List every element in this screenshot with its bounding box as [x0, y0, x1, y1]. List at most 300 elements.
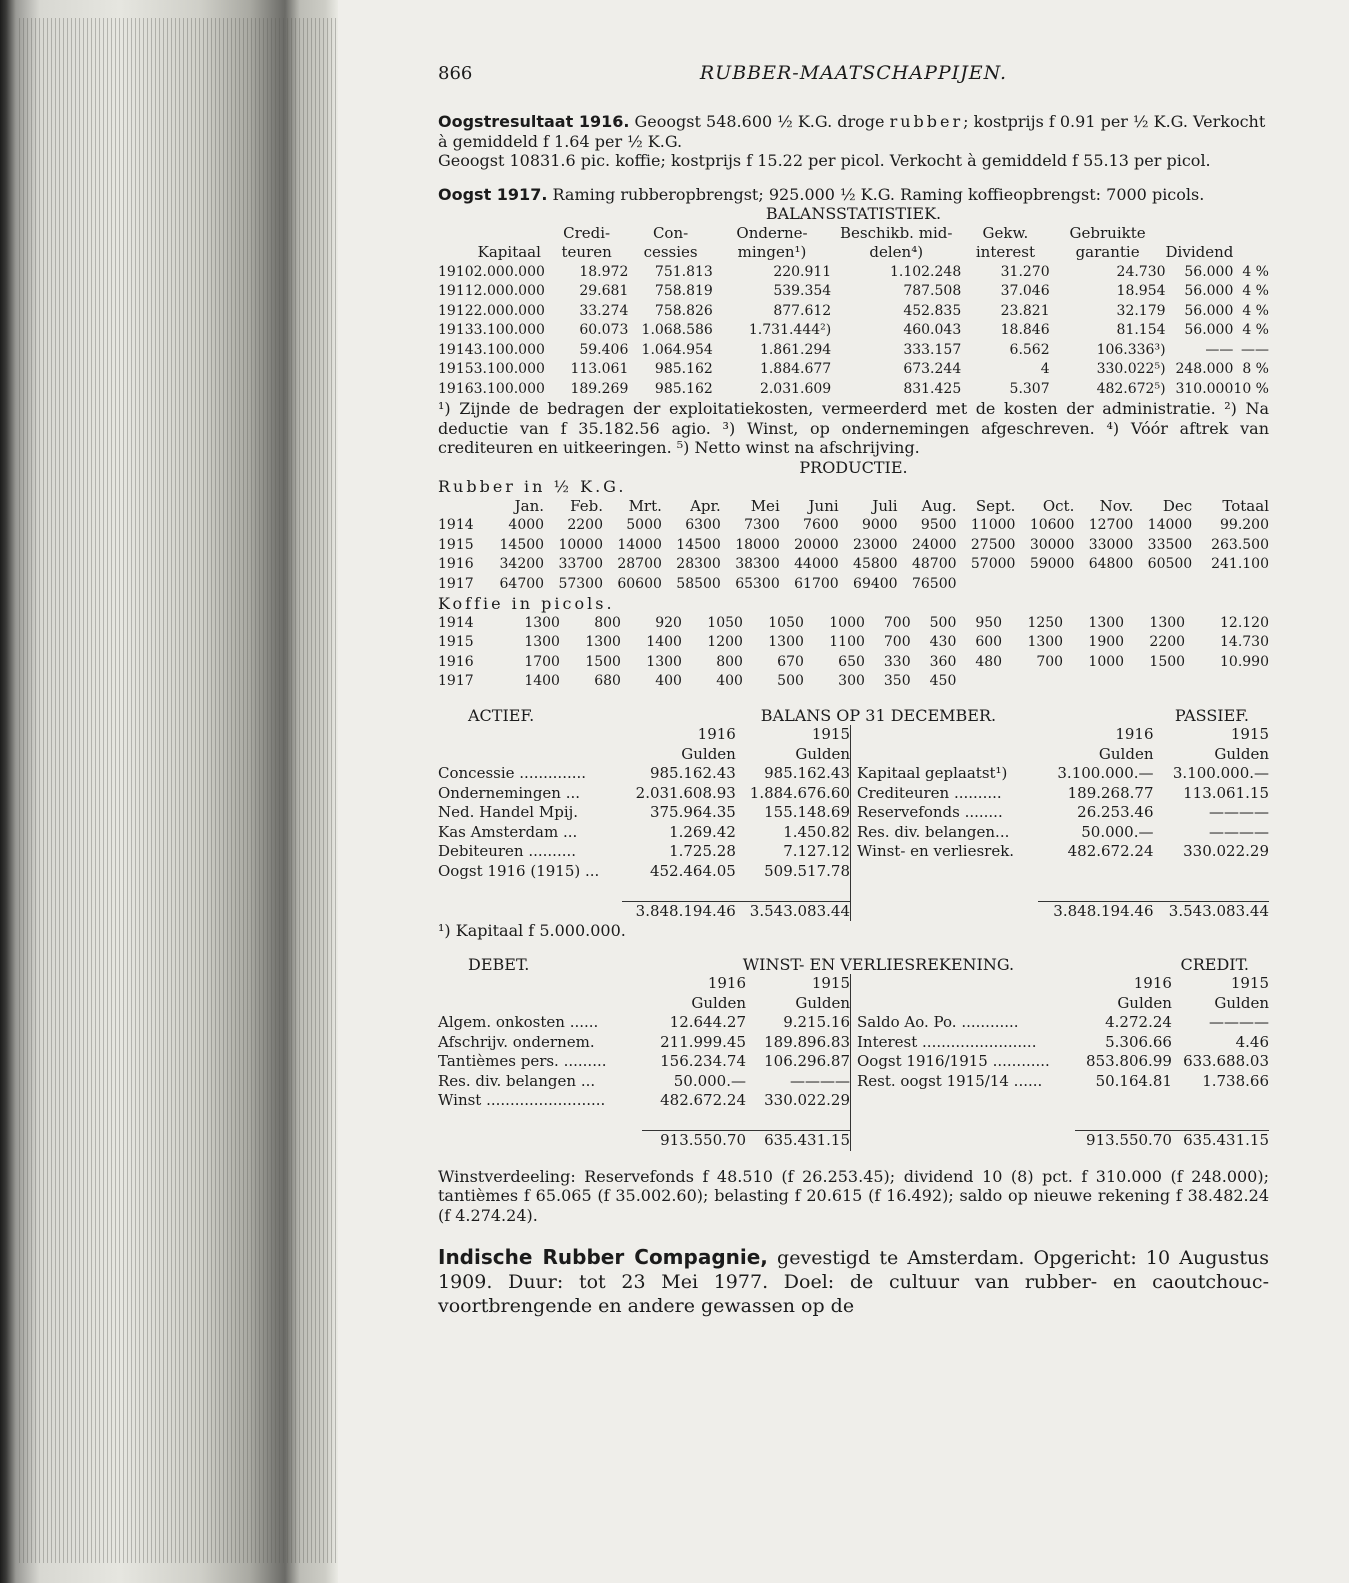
table-cell: 1500	[1149, 653, 1186, 670]
ledger-row	[857, 1013, 1269, 1033]
table-cell: 751.813	[654, 263, 713, 280]
ledger-value: 9.215.16	[783, 1013, 850, 1031]
table-cell: 1912	[438, 302, 474, 319]
oogst-1917-text: Raming rubberopbrengst; 925.000 ½ K.G. Raming koffieopbrengst: 7000 picols.	[547, 184, 1205, 204]
productie-title: PRODUCTIE.	[799, 457, 908, 477]
ledger-row	[438, 1072, 850, 1092]
month-header: Sept.	[975, 496, 1016, 515]
table-cell: 60500	[1147, 556, 1193, 572]
ledger-value: ————	[1209, 803, 1269, 821]
table-cell: 333.157	[903, 341, 962, 358]
table-cell: 1200	[707, 634, 743, 650]
table-cell: 985.162	[654, 380, 713, 397]
actief-table	[438, 725, 850, 921]
table-cell: 1.884.677	[759, 361, 832, 377]
table-cell	[857, 994, 1075, 1014]
ledger-label: Interest ........................	[857, 1032, 1037, 1051]
table-cell: 2.000.000	[473, 302, 545, 319]
table-cell: 4 %	[1242, 322, 1269, 338]
table-cell	[438, 901, 622, 921]
unit-header: Gulden	[1214, 993, 1269, 1012]
book-spine-edge	[0, 0, 340, 1583]
table-cell: 1911	[438, 283, 474, 299]
table-cell: 3.100.000	[473, 341, 545, 358]
ledger-label: Crediteuren ..........	[857, 783, 1002, 802]
table-cell: 1910	[438, 263, 474, 280]
unit-header: Gulden	[1214, 744, 1269, 763]
debet-table	[438, 974, 850, 1151]
table-cell: 1000	[1088, 653, 1125, 670]
table-cell: 33000	[1088, 536, 1134, 553]
year-header: 1915	[811, 725, 850, 743]
ledger-value: 4.46	[1235, 1032, 1269, 1051]
unit-header: Gulden	[681, 744, 736, 763]
month-header: Mrt.	[628, 496, 662, 515]
ledger-value: 985.162.43	[649, 764, 736, 782]
ledger-value: 50.164.81	[1095, 1071, 1172, 1090]
total-row	[857, 1131, 1269, 1151]
unit-header-row	[857, 745, 1269, 765]
wv-title-row	[438, 955, 1269, 975]
table-cell: 56.000	[1184, 322, 1234, 338]
table-cell: 18.846	[1000, 322, 1050, 338]
table-cell: 500	[929, 614, 957, 631]
ledger-row	[438, 803, 850, 823]
table-cell: 3.100.000	[473, 361, 545, 377]
ledger-label: Tantièmes pers. .........	[438, 1052, 607, 1070]
koffie-production-table	[438, 614, 1269, 692]
company-name: Indische Rubber Compagnie,	[438, 1245, 768, 1269]
ledger-total: 3.848.194.46	[1038, 901, 1153, 921]
table-cell: 6.562	[1009, 341, 1050, 358]
oogst-1916-text: Geoogst 548.600 ½ K.G. droge	[629, 112, 890, 131]
actief-title: ACTIEF.	[468, 705, 535, 725]
page-edges	[16, 18, 336, 1563]
table-cell: 1300	[524, 634, 560, 650]
table-cell: 1000	[829, 614, 865, 631]
debet-title: DEBET.	[468, 954, 530, 974]
table-cell	[1015, 575, 1074, 595]
table-cell: 189.269	[570, 380, 629, 397]
table-cell: 1050	[707, 614, 743, 631]
ledger-label: Reservefonds ........	[857, 803, 1003, 821]
table-cell: 680	[594, 673, 621, 689]
table-cell: 34200	[499, 556, 545, 572]
table-cell: 700	[883, 634, 911, 650]
passief-title: PASSIEF.	[1174, 705, 1249, 725]
ledger-row	[438, 1052, 850, 1072]
month-header: Dec	[1162, 496, 1193, 515]
month-header: Totaal	[1222, 496, 1269, 515]
unit-header-row	[857, 994, 1269, 1014]
ledger-row	[438, 1091, 850, 1111]
year-header-row	[857, 725, 1269, 745]
ledger-total: 913.550.70	[1075, 1131, 1172, 1151]
table-cell: 4 %	[1242, 263, 1269, 280]
balansstatistiek-row	[438, 263, 1269, 283]
ledger-value: 155.148.69	[764, 803, 850, 821]
table-cell: 241.100	[1211, 556, 1269, 572]
table-cell: 60600	[617, 575, 662, 592]
table-cell: 14500	[499, 536, 545, 553]
table-cell: 10000	[558, 536, 603, 553]
table-cell: 18.972	[579, 263, 629, 280]
month-header-row	[438, 497, 1269, 517]
table-cell	[1192, 575, 1269, 595]
table-cell: 38300	[735, 556, 780, 572]
table-cell: ——	[1205, 341, 1234, 358]
table-cell: 4 %	[1242, 283, 1269, 299]
table-cell: 1100	[829, 634, 865, 650]
month-header: Jan.	[514, 496, 545, 515]
table-cell: 1.861.294	[759, 341, 832, 358]
table-cell: 24.730	[1116, 263, 1166, 280]
table-cell: 37.046	[1000, 283, 1050, 299]
table-cell: 1300	[1088, 614, 1125, 631]
unit-header: Gulden	[691, 993, 746, 1012]
ledger-row	[857, 764, 1269, 784]
koffie-row	[438, 672, 1269, 692]
table-cell: 44000	[794, 556, 839, 572]
total-row	[438, 1131, 850, 1151]
table-cell	[438, 745, 622, 765]
table-cell: 800	[594, 614, 621, 631]
ledger-value: 189.896.83	[764, 1032, 850, 1051]
table-cell: 670	[777, 653, 804, 670]
rubber-production-table	[438, 497, 1269, 595]
table-cell: 950	[975, 614, 1003, 631]
table-cell: 1.068.586	[641, 322, 713, 338]
table-cell: 1914	[438, 517, 474, 533]
ledger-total: 913.550.70	[642, 1131, 746, 1151]
oogst-1917-paragraph	[438, 185, 1269, 205]
table-cell	[956, 672, 1002, 692]
table-cell: 48700	[911, 556, 957, 572]
page-content	[438, 60, 1269, 1318]
table-cell: 65300	[735, 575, 780, 592]
ledger-value: 633.688.03	[1183, 1052, 1269, 1070]
table-cell: 650	[838, 653, 865, 670]
balansstatistiek-header-row	[438, 224, 1269, 263]
koffie-row	[438, 614, 1269, 634]
total-row	[857, 901, 1269, 921]
table-cell	[438, 1111, 850, 1131]
ledger-row	[857, 823, 1269, 843]
table-cell: 920	[655, 614, 682, 631]
ledger-value: ————	[1209, 1013, 1269, 1031]
table-cell: 61700	[794, 575, 839, 592]
rubber-label: Rubber in ½ K.G.	[438, 477, 627, 496]
table-cell	[857, 974, 1075, 994]
ledger-value: 452.464.05	[649, 861, 736, 880]
table-cell: 4000	[508, 517, 545, 533]
balans-sheet	[438, 725, 1269, 921]
company-description: gevestigd te Amsterdam. Opgericht: 10 Augustus 1909. Duur: tot 23 Mei 1977. Doel: de cultuur van rubber- en caoutchouc-voortbrengende en andere gewassen op de	[438, 1247, 1269, 1317]
table-cell: 23.821	[1000, 302, 1050, 319]
ledger-value: 4.272.24	[1105, 1013, 1172, 1031]
ledger-row	[438, 823, 850, 843]
table-cell: 310.000	[1175, 380, 1234, 397]
indische-paragraph	[438, 1245, 1269, 1318]
page-header	[438, 60, 1269, 90]
table-cell: 10600	[1029, 517, 1075, 533]
table-cell	[857, 725, 1038, 745]
table-cell	[857, 745, 1038, 765]
table-cell: 64800	[1088, 556, 1134, 572]
table-cell: 350	[883, 673, 911, 689]
table-cell	[1185, 672, 1269, 692]
table-cell: 33700	[558, 556, 603, 572]
table-cell: 56.000	[1184, 263, 1234, 280]
rubber-row	[438, 575, 1269, 595]
ledger-value: ————	[1209, 822, 1269, 841]
ledger-value: 853.806.99	[1086, 1052, 1172, 1070]
table-cell: 480	[975, 653, 1003, 670]
ledger-value: 330.022.29	[764, 1091, 850, 1109]
table-cell: 18000	[735, 536, 780, 553]
table-cell: 29.681	[579, 283, 629, 299]
koffie-row	[438, 633, 1269, 653]
oogst-1916-paragraph	[438, 112, 1269, 151]
oogst-1916-text-2: ; kostprijs f 0.91 per ½ K.G. Verkocht à gemiddeld f 1.64 per ½ K.G.	[438, 112, 1266, 151]
month-header: Feb.	[570, 496, 603, 515]
unit-header: Gulden	[795, 993, 850, 1012]
balans-title: BALANS OP 31 DECEMBER.	[760, 705, 997, 725]
table-cell: 700	[1036, 653, 1064, 670]
ledger-value: 113.061.15	[1183, 783, 1269, 802]
month-header: Oct.	[1042, 496, 1075, 515]
table-cell: 1.731.444²)	[748, 322, 832, 338]
table-cell: 4 %	[1242, 302, 1269, 319]
table-cell: 1900	[1088, 634, 1125, 650]
year-header-row	[438, 725, 850, 745]
table-cell: 539.354	[773, 283, 832, 299]
balansstatistiek-row	[438, 341, 1269, 361]
koffie-label: Koffie in picols.	[438, 594, 615, 613]
table-cell: 263.500	[1211, 536, 1269, 553]
spacer-row	[857, 862, 1269, 882]
table-cell: 3.100.000	[473, 380, 545, 397]
table-cell: 673.244	[903, 361, 962, 377]
table-cell	[438, 974, 642, 994]
table-cell: 69400	[853, 575, 898, 592]
table-cell: 330.022⁵)	[1096, 361, 1166, 377]
balansstatistiek-row	[438, 302, 1269, 322]
table-cell: 56.000	[1184, 302, 1234, 319]
table-cell: 1700	[524, 653, 560, 670]
table-cell: 2200	[567, 517, 603, 533]
year-header: 1916	[1133, 974, 1172, 992]
month-header	[438, 497, 485, 517]
table-cell: 877.612	[773, 302, 832, 319]
table-cell: 31.270	[1000, 263, 1050, 280]
table-cell: 11000	[970, 517, 1016, 533]
ledger-total: 3.543.083.44	[736, 901, 850, 921]
table-cell: 7600	[803, 517, 839, 533]
table-cell: 27500	[970, 536, 1016, 553]
table-cell: 59.406	[579, 341, 629, 358]
credit-table	[857, 974, 1269, 1151]
ledger-row	[438, 764, 850, 784]
table-cell	[857, 1131, 1075, 1151]
koffie-row	[438, 653, 1269, 673]
table-cell: 3.100.000	[473, 322, 545, 338]
table-cell	[1124, 672, 1185, 692]
ledger-label: Afschrijv. ondernem.	[438, 1032, 595, 1051]
table-cell	[438, 994, 642, 1014]
table-cell: 220.911	[773, 263, 832, 280]
table-cell	[438, 725, 622, 745]
table-cell: 330	[883, 653, 911, 670]
table-cell: 18.954	[1116, 283, 1166, 299]
year-header: 1916	[707, 974, 746, 992]
column-header: Kapitaal	[477, 243, 541, 261]
column-header: Onderne- mingen¹)	[736, 223, 808, 261]
table-cell: 45800	[853, 556, 898, 572]
column-header: Gebruikte garantie	[1069, 223, 1146, 261]
table-cell: 14.730	[1220, 634, 1269, 650]
ledger-label: Res. div. belangen...	[857, 822, 1010, 841]
table-cell: 1300	[1149, 614, 1186, 631]
table-cell: 28300	[676, 556, 721, 572]
credit-title: CREDIT.	[1180, 954, 1249, 974]
table-cell: 1915	[438, 536, 474, 553]
table-cell: 64700	[499, 575, 545, 592]
table-cell: 787.508	[903, 283, 962, 299]
table-cell: 1916	[438, 380, 474, 397]
ledger-value: 509.517.78	[764, 861, 850, 880]
table-cell: 28700	[617, 556, 662, 572]
table-cell	[1133, 575, 1192, 595]
table-cell: 600	[975, 634, 1003, 650]
ledger-row	[438, 842, 850, 862]
table-cell: 985.162	[654, 361, 713, 377]
ledger-row	[857, 842, 1269, 862]
ledger-label: Oogst 1916/1915 ............	[857, 1052, 1050, 1070]
table-cell: 1300	[646, 653, 682, 670]
table-cell: 1.102.248	[889, 263, 962, 280]
ledger-total: 3.848.194.46	[622, 901, 736, 921]
table-cell: 400	[655, 673, 682, 689]
table-cell: 20000	[794, 536, 839, 553]
ledger-row	[438, 1033, 850, 1053]
ledger-value: 156.234.74	[660, 1052, 746, 1070]
table-cell: ——	[1241, 341, 1269, 358]
table-cell	[1002, 672, 1063, 692]
ledger-value: 985.162.43	[764, 764, 850, 782]
year-header: 1916	[697, 725, 736, 743]
table-cell: 81.154	[1116, 322, 1166, 338]
table-cell: 700	[883, 614, 911, 631]
year-header: 1915	[1230, 974, 1269, 992]
table-cell: 1.064.954	[641, 341, 713, 358]
table-cell: 113.061	[570, 361, 629, 377]
table-cell: 800	[716, 653, 743, 670]
running-title: RUBBER-MAATSCHAPPIJEN.	[699, 62, 1008, 84]
balansstatistiek-title: BALANSSTATISTIEK.	[765, 204, 942, 223]
table-cell: 12700	[1088, 517, 1134, 533]
ledger-label: Winst .........................	[438, 1091, 606, 1109]
rubber-word: rubber	[889, 112, 964, 131]
balansstatistiek-table	[438, 224, 1269, 400]
table-cell: 5.307	[1009, 380, 1050, 397]
table-cell: 24000	[911, 536, 957, 553]
table-cell: 33500	[1147, 536, 1193, 553]
table-cell	[857, 901, 1038, 921]
ledger-label: Res. div. belangen ...	[438, 1071, 596, 1090]
table-cell: 14500	[676, 536, 721, 553]
ledger-value: 482.672.24	[660, 1091, 746, 1109]
table-cell: 106.336³)	[1096, 341, 1166, 358]
table-cell: 1915	[438, 634, 474, 650]
oogst-1916-koffie: Geoogst 10831.6 pic. koffie; kostprijs f 15.22 per picol. Verkocht à gemiddeld f 55.13 per picol.	[438, 151, 1211, 170]
ledger-label: Concessie ..............	[438, 764, 587, 782]
table-cell: 500	[777, 673, 804, 689]
ledger-value: 7.127.12	[783, 842, 850, 860]
table-cell: 1916	[438, 653, 474, 670]
table-cell: 14000	[1147, 517, 1193, 533]
balansstatistiek-row	[438, 360, 1269, 380]
ledger-row	[438, 1013, 850, 1033]
month-header: Apr.	[690, 496, 721, 515]
ledger-value: 1.884.676.60	[749, 783, 850, 802]
table-cell: 30000	[1029, 536, 1075, 553]
column-header	[438, 224, 474, 263]
month-header: Mei	[750, 496, 780, 515]
table-cell: 56.000	[1184, 283, 1234, 299]
rubber-row	[438, 536, 1269, 556]
ledger-value: 26.253.46	[1077, 803, 1154, 821]
rubber-row	[438, 516, 1269, 536]
table-cell: 14000	[617, 536, 662, 553]
ledger-value: 5.306.66	[1105, 1032, 1172, 1051]
ledger-value: 2.031.608.93	[635, 783, 736, 802]
spacer-row	[438, 1111, 850, 1131]
ledger-value: 330.022.29	[1183, 842, 1269, 860]
table-cell: 99.200	[1220, 517, 1269, 533]
table-cell: 300	[838, 673, 865, 689]
column-header: Con- cessies	[643, 223, 698, 261]
table-cell	[438, 1131, 642, 1151]
table-cell: 1915	[438, 361, 474, 377]
ledger-value: 211.999.45	[660, 1032, 746, 1051]
table-cell: 76500	[911, 575, 957, 592]
book-page	[338, 0, 1349, 1583]
table-cell: 758.826	[654, 302, 713, 319]
table-cell	[857, 1111, 1269, 1131]
table-cell: 360	[929, 653, 957, 670]
table-cell: 248.000	[1175, 361, 1234, 377]
year-header: 1915	[1230, 725, 1269, 743]
spacer-row	[857, 881, 1269, 901]
page-number: 866	[438, 63, 473, 84]
table-cell: 1400	[524, 673, 560, 689]
ledger-label: Oogst 1916 (1915) ...	[438, 861, 600, 880]
ledger-row	[857, 784, 1269, 804]
ledger-value: 50.000.—	[1081, 822, 1154, 841]
ledger-label: Kapitaal geplaatst¹)	[857, 764, 1008, 782]
wv-sheet	[438, 974, 1269, 1151]
month-header: Nov.	[1099, 496, 1134, 515]
table-cell: 5000	[626, 517, 662, 533]
ledger-value: 12.644.27	[669, 1013, 746, 1031]
table-cell: 23000	[853, 536, 898, 553]
ledger-label: Ned. Handel Mpij.	[438, 803, 579, 821]
spacer-row	[857, 1111, 1269, 1131]
ledger-value: ————	[790, 1071, 850, 1090]
table-cell: 1250	[1027, 614, 1064, 631]
ledger-value: 482.672.24	[1067, 842, 1154, 860]
